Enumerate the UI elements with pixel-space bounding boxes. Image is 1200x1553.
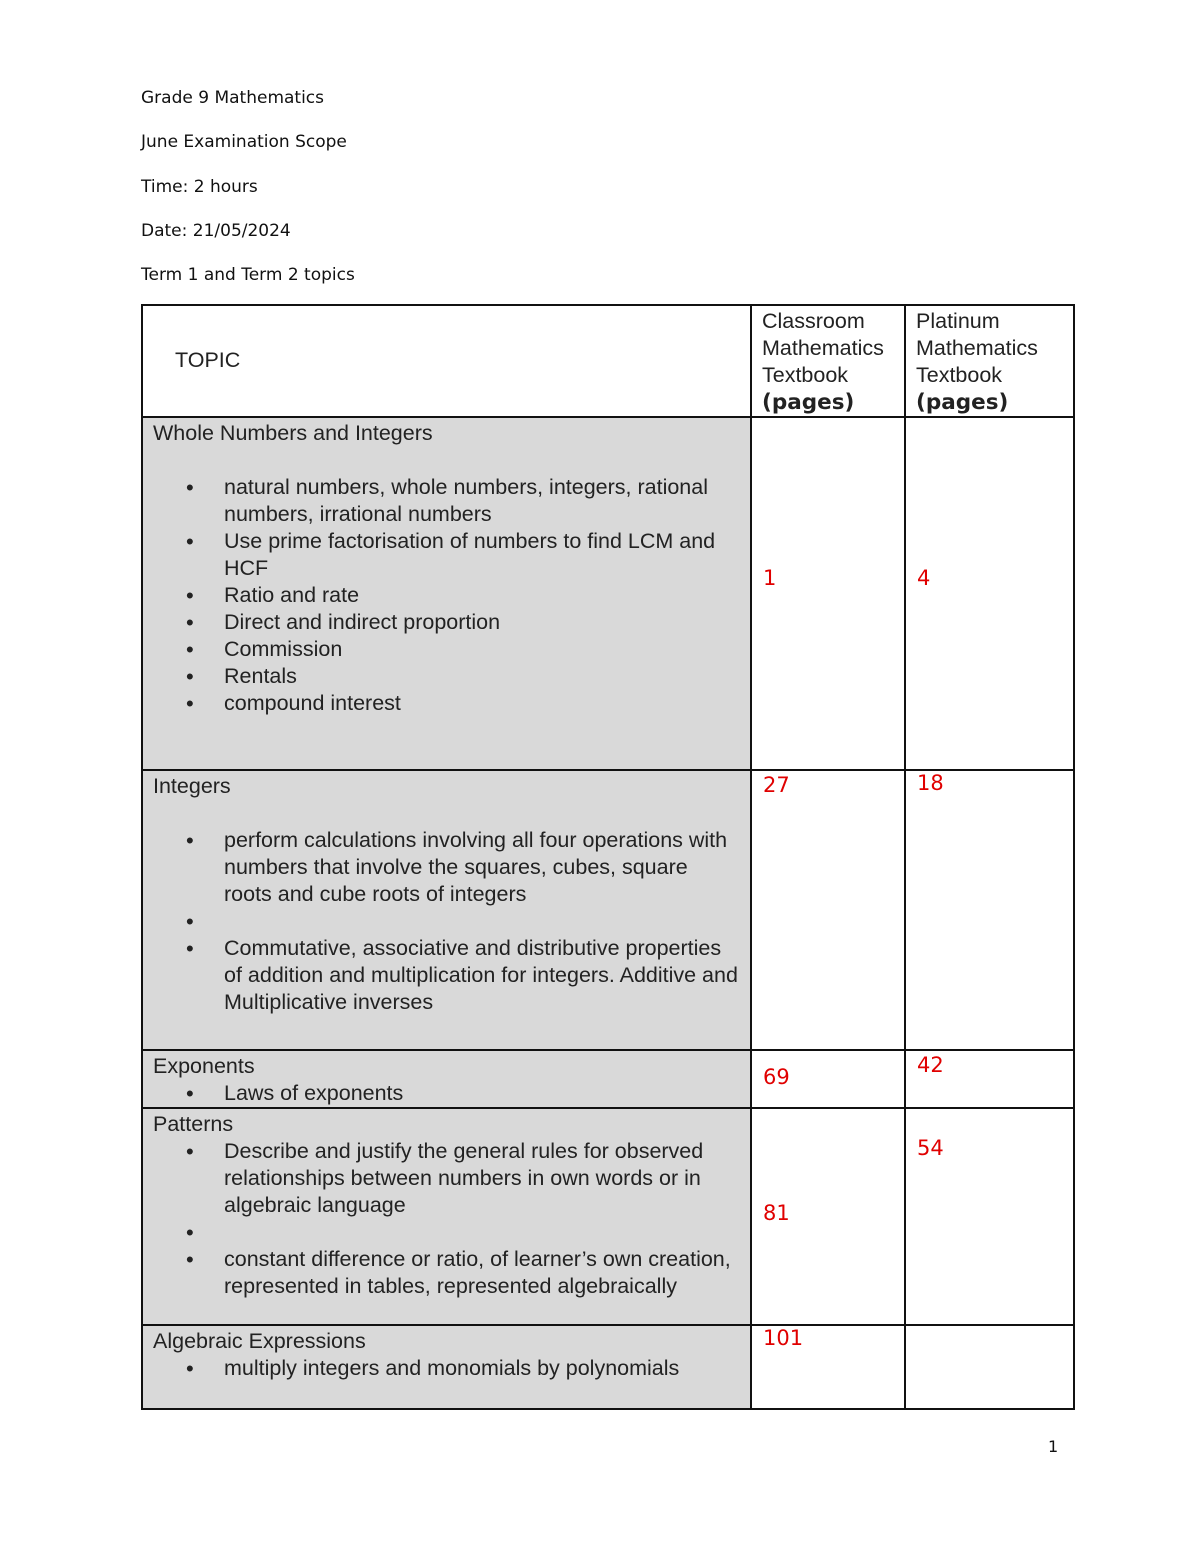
topic-bullets xyxy=(153,827,740,1016)
topics-note: Term 1 and Term 2 topics xyxy=(141,265,355,285)
exam-title: June Examination Scope xyxy=(141,132,347,152)
topic-title: Integers xyxy=(153,774,231,798)
list-item: • Describe and justify the general rules for observed relationships between numbers in own words or in algebraic language xyxy=(153,1138,740,1219)
topic-title: Exponents xyxy=(153,1054,255,1078)
classroom-page-cell xyxy=(751,417,905,770)
platinum-page-cell xyxy=(905,1325,1074,1409)
topic-title: Whole Numbers and Integers xyxy=(153,421,433,445)
classroom-page: 27 xyxy=(763,773,790,797)
list-item: • Commutative, associative and distributive properties of addition and multiplication for integers. Additive and Multiplicative inverses xyxy=(153,935,740,1016)
list-item: • compound interest xyxy=(153,690,740,717)
table-row xyxy=(142,1108,1074,1325)
list-item: • natural numbers, whole numbers, integers, rational numbers, irrational numbers xyxy=(153,474,740,528)
table-row xyxy=(142,417,1074,770)
topic-bullets xyxy=(153,1080,740,1107)
header-platinum-line1: Platinum xyxy=(916,309,1000,333)
topic-cell xyxy=(142,1325,751,1409)
header-platinum xyxy=(905,305,1074,417)
platinum-page-cell xyxy=(905,1050,1074,1108)
topic-cell xyxy=(142,1050,751,1108)
classroom-page-cell xyxy=(751,1050,905,1108)
platinum-page: 42 xyxy=(917,1053,944,1077)
page-number: 1 xyxy=(1048,1437,1059,1456)
list-item: • Commission xyxy=(153,636,740,663)
platinum-page-cell xyxy=(905,770,1074,1050)
classroom-page-cell xyxy=(751,1108,905,1325)
header-classroom xyxy=(751,305,905,417)
topic-bullets xyxy=(153,1355,740,1382)
classroom-page-cell xyxy=(751,770,905,1050)
header-classroom-line3: Textbook xyxy=(762,363,849,387)
list-item: • constant difference or ratio, of learner’s own creation, represented in tables, represented algebraically xyxy=(153,1246,740,1300)
topic-title: Algebraic Expressions xyxy=(153,1329,366,1353)
table-header-row xyxy=(142,305,1074,417)
platinum-page-cell xyxy=(905,417,1074,770)
header-classroom-line1: Classroom xyxy=(762,309,865,333)
platinum-page: 4 xyxy=(917,566,931,590)
classroom-page: 1 xyxy=(763,566,777,590)
scope-table xyxy=(141,304,1075,1410)
list-item: • Direct and indirect proportion xyxy=(153,609,740,636)
list-item: • Rentals xyxy=(153,663,740,690)
list-item: • multiply integers and monomials by polynomials xyxy=(153,1355,740,1382)
list-item: • perform calculations involving all four operations with numbers that involve the squares, cubes, square roots and cube roots of integers xyxy=(153,827,740,908)
exam-time: Time: 2 hours xyxy=(141,177,258,197)
header-topic-label: TOPIC xyxy=(175,348,241,372)
topic-bullets xyxy=(153,1138,740,1300)
topic-title: Patterns xyxy=(153,1112,234,1136)
topic-cell xyxy=(142,417,751,770)
table-row xyxy=(142,1325,1074,1409)
header-platinum-line3: Textbook xyxy=(916,363,1003,387)
header-classroom-line2: Mathematics xyxy=(762,336,884,360)
classroom-page: 81 xyxy=(763,1201,790,1225)
list-item: • Use prime factorisation of numbers to find LCM and HCF xyxy=(153,528,740,582)
header-platinum-pages: (pages) xyxy=(916,390,1009,415)
exam-date: Date: 21/05/2024 xyxy=(141,221,291,241)
topic-bullets xyxy=(153,474,740,717)
list-item: • Laws of exponents xyxy=(153,1080,740,1107)
header-classroom-pages: (pages) xyxy=(762,390,855,415)
platinum-page: 54 xyxy=(917,1136,944,1160)
topic-cell xyxy=(142,1108,751,1325)
header-platinum-line2: Mathematics xyxy=(916,336,1038,360)
header-topic xyxy=(142,305,751,417)
topic-cell xyxy=(142,770,751,1050)
document-subject: Grade 9 Mathematics xyxy=(141,88,325,108)
platinum-page-cell xyxy=(905,1108,1074,1325)
classroom-page: 101 xyxy=(763,1326,804,1350)
classroom-page-cell xyxy=(751,1325,905,1409)
classroom-page: 69 xyxy=(763,1065,790,1089)
list-item: • Ratio and rate xyxy=(153,582,740,609)
platinum-page: 18 xyxy=(917,771,944,795)
table-row xyxy=(142,1050,1074,1108)
table-row xyxy=(142,770,1074,1050)
